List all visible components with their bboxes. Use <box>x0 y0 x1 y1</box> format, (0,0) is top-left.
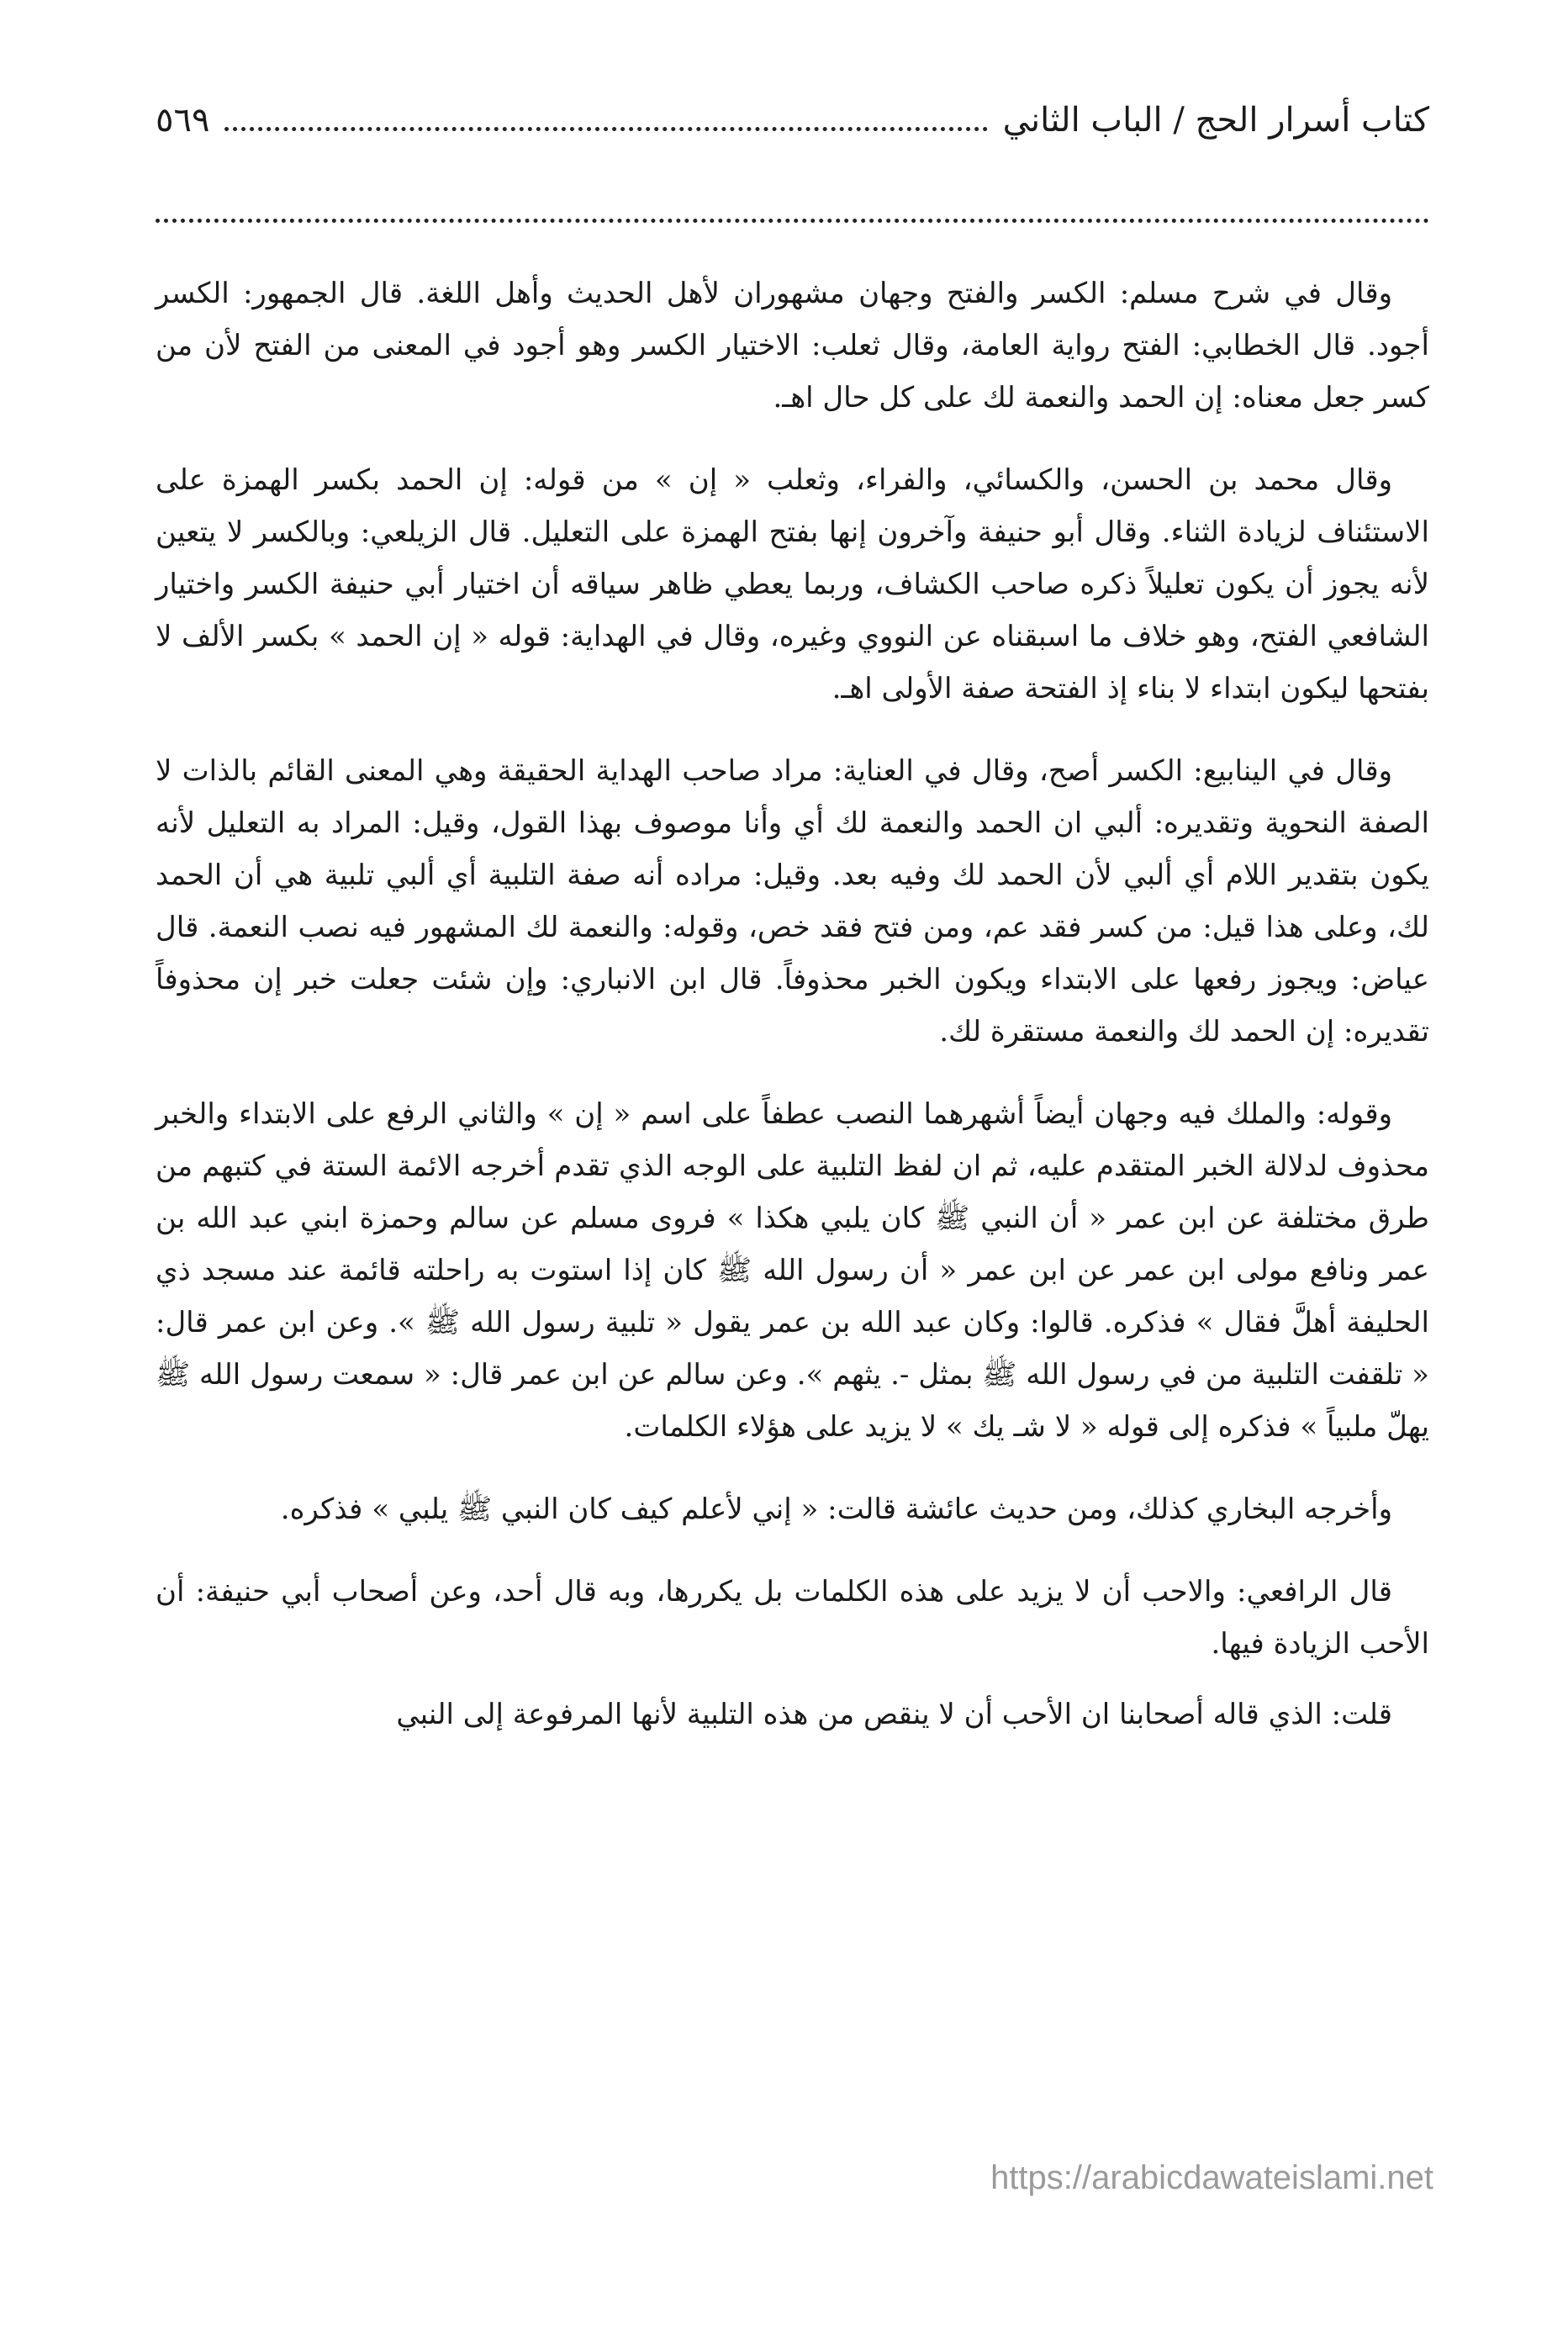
paragraph: وقوله: والملك فيه وجهان أيضاً أشهرهما النصب عطفاً على اسم « إن » والثاني الرفع على الابتداء والخبر محذوف لدلالة الخبر المتقدم عليه، ثم ان لفظ التلبية على الوجه الذي تقدم أخرجه الائمة الستة في كتبهم من طرق مختلفة عن ابن عمر « أن النبي ﷺ كان يلبي هكذا » فروى مسلم عن سالم وحمزة ابني عبد الله بن عمر ونافع مولى ابن عمر عن ابن عمر « أن رسول الله ﷺ كان إذا استوت به راحلته قائمة عند مسجد ذي الحليفة أهلَّ فقال » فذكره. قالوا: وكان عبد الله بن عمر يقول « تلبية رسول الله ﷺ ». وعن ابن عمر قال: « تلقفت التلبية من في رسول الله ﷺ بمثل -. يثهم ». وعن سالم عن ابن عمر قال: « سمعت رسول الله ﷺ يهلّ ملبياً » فذكره إلى قوله « لا شـ يك » لا يزيد على هؤلاء الكلمات. <box>156 1097 1429 1444</box>
paragraph: قلت: الذي قاله أصحابنا ان الأحب أن لا ينقص من هذه التلبية لأنها المرفوعة إلى النبي <box>396 1698 1392 1731</box>
paragraph: وقال محمد بن الحسن، والكسائي، والفراء، وثعلب « إن » من قوله: إن الحمد بكسر الهمزة على الاستئناف لزيادة الثناء. وقال أبو حنيفة وآخرون إنها بفتح الهمزة على التعليل. قال الزيلعي: وبالكسر لا يتعين لأنه يجوز أن يكون تعليلاً ذكره صاحب الكشاف، وربما يعطي ظاهر سياقه أن اختيار أبي حنيفة الكسر واختيار الشافعي الفتح، وهو خلاف ما اسبقناه عن النووي وغيره، وقال في الهداية: قوله « إن الحمد » بكسر الألف لا بفتحها ليكون ابتداء لا بناء إذ الفتحة صفة الأولى اهـ. <box>156 463 1430 705</box>
header-dot-leader <box>224 127 987 131</box>
header-divider <box>156 219 1429 223</box>
page-number: ٥٦٩ <box>156 101 210 140</box>
main-text <box>156 267 1429 1759</box>
watermark-url: https://arabicdawateislami.net <box>990 2159 1433 2196</box>
paragraph: وقال في الينابيع: الكسر أصح، وقال في العناية: مراد صاحب الهداية الحقيقة وهي المعنى القائم بالذات لا الصفة النحوية وتقديره: ألبي ان الحمد والنعمة لك أي وأنا موصوف بهذا القول، وقيل: المراد به التعليل لأنه يكون بتقدير اللام أي ألبي لأن الحمد لك وفيه بعد. وقيل: مراده أنه صفة التلبية أي ألبي تلبية هي أن الحمد لك، وعلى هذا قيل: من كسر فقد عم، ومن فتح فقد خص، وقوله: والنعمة لك المشهور فيه نصب النعمة. قال عياض: ويجوز رفعها على الابتداء ويكون الخبر محذوفاً. قال ابن الانباري: وإن شئت جعلت خبر إن محذوفاً تقديره: إن الحمد لك والنعمة مستقرة لك. <box>156 754 1430 1049</box>
running-title: كتاب أسرار الحج / الباب الثاني <box>1002 101 1429 140</box>
paragraph: قال الرافعي: والاحب أن لا يزيد على هذه الكلمات بل يكررها، وبه قال أحد، وعن أصحاب أبي حنيفة: أن الأحب الزيادة فيها. <box>156 1575 1429 1661</box>
page-header <box>156 91 1429 150</box>
paragraph: وأخرجه البخاري كذلك، ومن حديث عائشة قالت: « إني لأعلم كيف كان النبي ﷺ يلبي » فذكره. <box>280 1492 1392 1526</box>
paragraph: وقال في شرح مسلم: الكسر والفتح وجهان مشهوران لأهل الحديث وأهل اللغة. قال الجمهور: الكسر أجود. قال الخطابي: الفتح رواية العامة، وقال ثعلب: الاختيار الكسر وهو أجود في المعنى من الفتح لأن من كسر جعل معناه: إن الحمد والنعمة لك على كل حال اهـ. <box>156 277 1429 415</box>
